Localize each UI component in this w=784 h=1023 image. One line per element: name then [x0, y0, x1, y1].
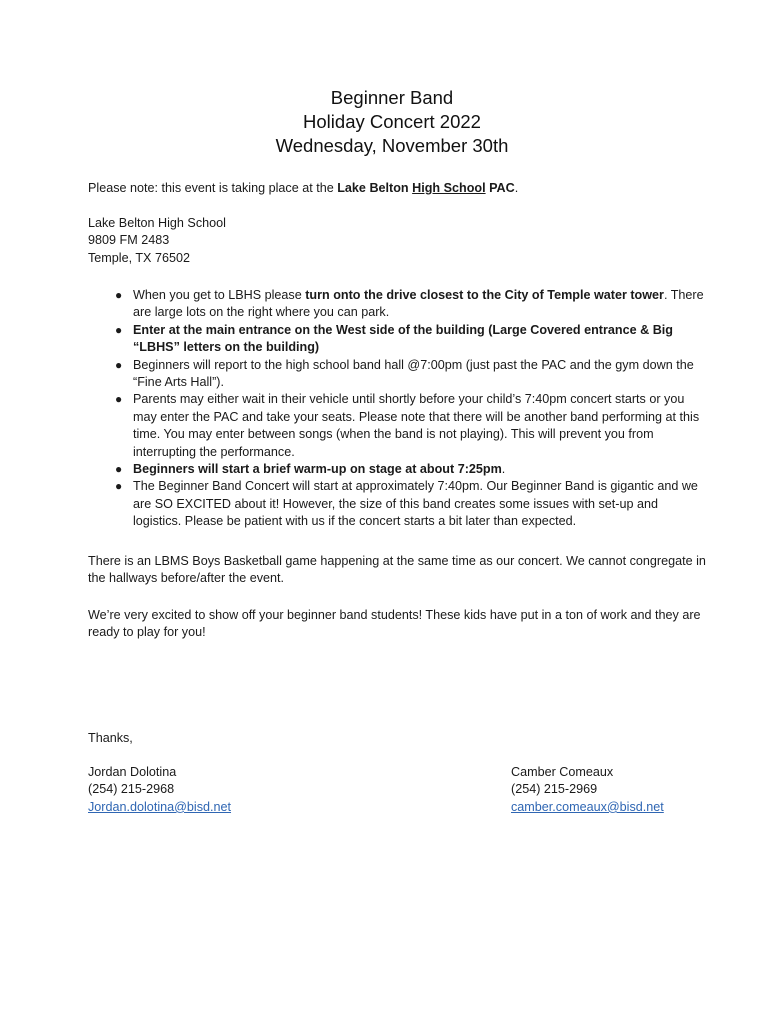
address-line-2: 9809 FM 2483 [88, 233, 170, 248]
bullet-icon: ● [115, 357, 123, 372]
signature-right [511, 764, 664, 816]
note-bold-pac: PAC [485, 181, 515, 195]
address-line-3: Temple, TX 76502 [88, 250, 190, 265]
document-title [0, 86, 784, 158]
note-underlined-high-school: High School [412, 181, 486, 195]
address-line-1: Lake Belton High School [88, 216, 226, 230]
bullet-icon: ● [115, 392, 123, 407]
signer-email-link[interactable]: camber.comeaux@bisd.net [511, 799, 664, 814]
bullet-icon: ● [115, 322, 123, 337]
list-item: ● When you get to LBHS please turn onto the drive closest to the City of Temple water tower. There are large lots on the right where you can park. [115, 288, 704, 320]
signer-phone: (254) 215-2968 [88, 782, 175, 797]
note-suffix: . [514, 181, 519, 195]
list-item: ● The Beginner Band Concert will start at approximately 7:40pm. Our Beginner Band is gigantic and we are SO EXCITED about it! However, the size of this band creates some issues with set-up and logistics. Please be patient with us if the concert starts a bit later than expected. [115, 479, 698, 529]
list-item: ● Beginners will start a brief warm-up on stage at about 7:25pm. [88, 461, 708, 478]
address-block [88, 215, 708, 267]
basketball-paragraph: There is an LBMS Boys Basketball game happening at the same time as our concert. We cannot congregate in the hallways before/after the event. [88, 554, 706, 586]
signature-left [88, 764, 231, 816]
signer-phone: (254) 215-2969 [511, 782, 598, 797]
bullet-icon: ● [115, 462, 123, 477]
title-line-3: Wednesday, November 30th [275, 135, 509, 156]
title-line-2: Holiday Concert 2022 [303, 111, 481, 132]
note-bold-school: Lake Belton [337, 181, 413, 195]
list-item: ● Parents may either wait in their vehicle until shortly before your child’s 7:40pm concert starts or you may enter the PAC and take your seats. Please note that there will be another band performing at this time. You may enter between songs (when the band is not playing). This will prevent you from interrupting the performance. [115, 392, 700, 459]
list-item: ● Beginners will report to the high school band hall @7:00pm (just past the PAC and the gym down the “Fine Arts Hall”). [115, 357, 694, 390]
instructions-list [88, 287, 708, 531]
bullet-icon: ● [115, 288, 123, 302]
excited-paragraph: We’re very excited to show off your beginner band students! These kids have put in a ton of work and they are ready to play for you! [88, 608, 701, 640]
signer-name: Camber Comeaux [511, 765, 614, 779]
location-note [88, 180, 708, 197]
list-item: ● Enter at the main entrance on the West side of the building (Large Covered entrance & Big “LBHS” letters on the building) [115, 322, 673, 355]
bullet-icon: ● [115, 479, 123, 494]
note-prefix: Please note: this event is taking place at the [88, 181, 338, 195]
signer-email-link[interactable]: Jordan.dolotina@bisd.net [88, 799, 232, 814]
signer-name: Jordan Dolotina [88, 765, 177, 779]
closing-text: Thanks, [88, 731, 133, 745]
title-line-1: Beginner Band [330, 87, 454, 108]
